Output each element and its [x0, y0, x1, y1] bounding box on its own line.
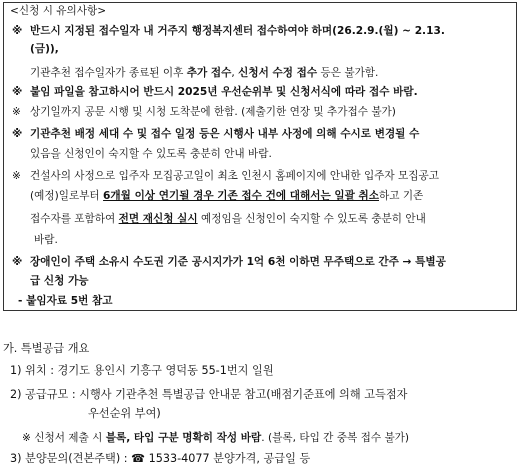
notice-item4-line2: 있음을 신청인이 숙지할 수 있도록 충분히 안내 바람. — [30, 148, 272, 160]
phone-icon: ☎ — [131, 452, 146, 465]
attachment-note: - 붙임자료 5번 참고 — [18, 295, 113, 307]
notice-item2-text: 붙임 파일을 참고하시어 반드시 2025년 우선순위부 및 신청서식에 따라 접수 바람. — [30, 86, 418, 98]
notice-item1-line1: 반드시 지정된 접수일자 내 거주지 행정복지센터 접수하여야 하며(26.2.9.(월) ~ 2.13. — [30, 25, 445, 37]
notice-item1-line2: (금)), — [30, 43, 59, 55]
note-marker-icon: ※ — [12, 25, 23, 37]
note-marker-icon: ※ — [12, 170, 21, 182]
note-marker-icon: ※ — [12, 106, 21, 118]
block-type-note: ※ 신청서 제출 시 블록, 타입 구분 명확히 작성 바람. (블록, 타입 간 중복 접수 불가) — [22, 432, 410, 444]
notice-item1-line3: 기관추천 접수일자가 종료된 이후 추가 접수, 신청서 수정 접수 등은 불가함. — [30, 67, 379, 79]
note-marker-icon: ※ — [12, 86, 23, 98]
location-line: 1) 위치 : 경기도 용인시 기흥구 영덕동 55-1번지 일원 — [10, 364, 274, 377]
sales-inquiry-line: 3) 분양문의(견본주택) : ☎ 1533-4077 분양가격, 공급일 등 — [10, 452, 311, 465]
notice-item3-text: 상기일까지 공문 시행 및 시청 도착분에 한함. (제출기한 연장 및 추가접수 불가) — [30, 106, 396, 118]
section-heading: 가. 특별공급 개요 — [3, 342, 90, 355]
notice-item5-line4: 바람. — [34, 234, 58, 246]
supply-scale-line2: 우선순위 부여) — [88, 407, 161, 420]
notice-title: <신청 시 유의사항> — [10, 5, 107, 17]
notice-item6-line1: 장애인이 주택 소유시 수도권 기준 공시지가가 1억 6천 이하면 무주택으로 간주 → 특별공 — [30, 256, 446, 268]
notice-item5-line1: 건설사의 사정으로 입주자 모집공고일이 최초 인천시 홈페이지에 안내한 입주자 모집공고 — [30, 170, 439, 182]
notice-item5-line3: 접수자를 포함하여 전면 재신청 실시 예정임을 신청인이 숙지할 수 있도록 충분히 안내 — [30, 213, 426, 225]
supply-scale-line1: 2) 공급규모 : 시행사 기관추천 특별공급 안내문 참고(배점기준표에 의해 고득점자 — [10, 388, 408, 401]
notice-item5-line2: (예정)일로부터 6개월 이상 연기될 경우 기존 접수 건에 대해서는 일괄 취소하고 기존 — [30, 190, 424, 202]
notice-item4-line1: 기관추천 배정 세대 수 및 접수 일정 등은 시행사 내부 사정에 의해 수시로 변경될 수 — [30, 128, 420, 140]
notice-item6-line2: 급 신청 가능 — [30, 275, 89, 287]
note-marker-icon: ※ — [12, 128, 23, 140]
note-marker-icon: ※ — [12, 256, 23, 268]
